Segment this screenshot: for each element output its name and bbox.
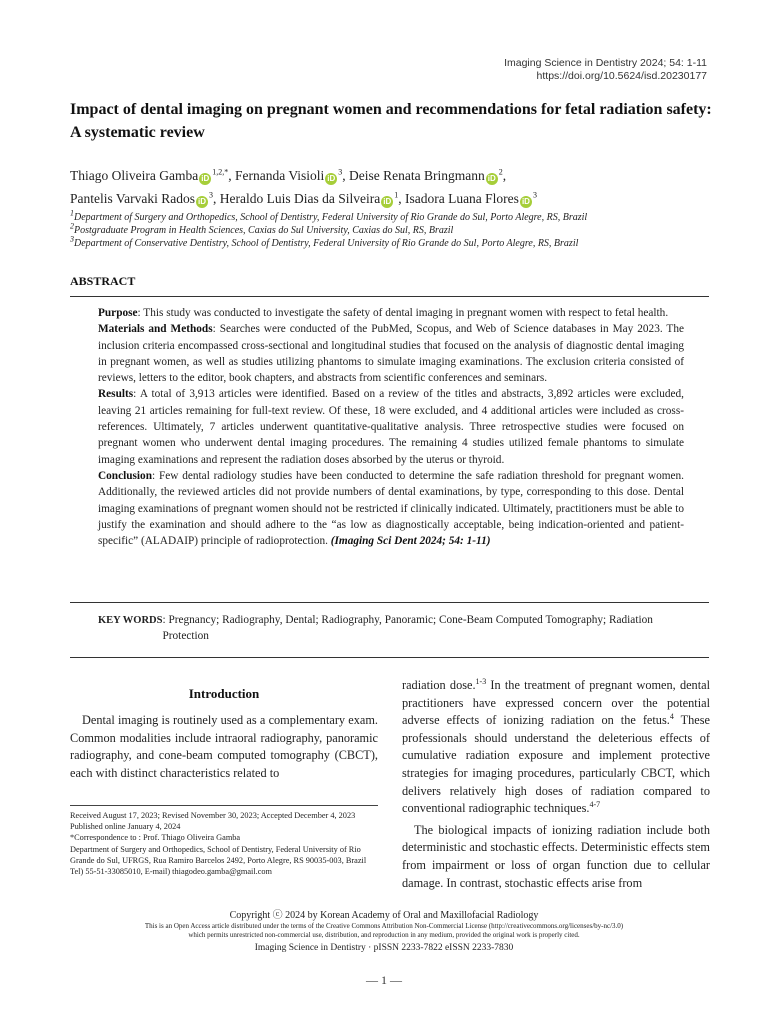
page-number: — 1 — [366,973,402,987]
intro-paragraph-2: radiation dose.$^{1-3}$ In the treatment of pregnant women, dental practitioners have expressed concern over the potential adverse effects of ionizing radiation on the fetus.$^4$ These professionals should understand the deleterious effects of cumulative radiation exposure and implement protective strategies for imaging procedures, particularly CBCT, which delivers relatively high doses of radiation compared to conventional radiographic techniques.$^{4-7}$ [402,676,710,816]
orcid-icon[interactable]: iD [201,174,210,183]
keywords-rule [70,657,709,658]
abstract-conclusion: Conclusion: Few dental radiology studies have been conducted to determine the safe radiation threshold for pregnant women. Additionally, the reviewed articles did not provide numbers of dental examinations, by type, corresponding to this dose. Dental imaging examinations of pregnant women should not be restricted if clinically indicated. Ultimately, practitioners must be able to justify the examination and should adhere to the “as low as diagnostically acceptable, being indication-oriented and patient-specific” (ALADAIP) principle of radioprotection. (Imaging Sci Dent 2024; 54: 1-11) [98,469,684,548]
orcid-icon[interactable]: iD [521,197,530,206]
published-date: Published online January 4, 2024 [70,822,181,832]
keywords-text: : Pregnancy; Radiography, Dental; Radiography, Panoramic; Cone-Beam Computed Tomography; Radiation Protection [162,614,653,642]
affiliation: $^1$Department of Surgery and Orthopedics, School of Dentistry, Federal University of Rio Grande do Sul, Porto Alegre, RS, Brazil [70,208,588,223]
intro-paragraph-1: Dental imaging is routinely used as a complementary exam. Common modalities include intraoral radiography, panoramic radiography, and cone-beam computed tomography (CBCT), each with distinct characteristics related to [70,713,378,780]
license-line-1: This is an Open Access article distributed under the terms of the Creative Commons Attribution Non-Commercial License (http://creativecommons.org/licenses/by-nc/3.0) [144,922,624,930]
author[interactable]: Isadora Luana Flores $iD^3$ [404,190,537,206]
intro-paragraph-3: The biological impacts of ionizing radiation include both deterministic and stochastic effects. Deterministic effects stem from impairment or loss of organ function due to cellular damage. In contrast, stochastic effects arise from [402,822,710,890]
abstract-methods: Materials and Methods: Searches were conducted of the PubMed, Scopus, and Web of Science databases in May 2023. The inclusion criteria encompassed cross-sectional and longitudinal studies that focused on the analysis of diagnostic dental imaging in pregnant women, as well as studies utilizing phantoms to simulate imaging examinations. The exclusion criteria consisted of reviews, letters to the editor, book chapters, and abstracts from scientific conferences and seminars. [98,323,684,385]
abstract-top-rule [70,296,709,297]
author[interactable]: Pantelis Varvaki Rados $iD^3$ [70,190,213,206]
correspondence-address: Department of Surgery and Orthopedics, School of Dentistry, Federal University of Rio Grande do Sul, UFRGS, Rua Ramiro Barcelos 2492, Porto Alegre, RS 90035-003, Brazil [70,844,367,865]
abstract-body [98,305,684,549]
abstract-heading: ABSTRACT [70,274,136,288]
author[interactable]: Heraldo Luis Dias da Silveira $iD^1$ [219,190,399,206]
correspondence: *Correspondence to : Prof. Thiago Oliveira Gamba [70,833,241,843]
journal-header [504,57,707,83]
journal-doi[interactable]: https://doi.org/10.5624/isd.20230177 [536,70,707,82]
keywords-label: KEY WORDS [98,615,163,626]
left-column [70,686,378,782]
abstract-citation: (Imaging Sci Dent 2024; 54: 1-11) [330,535,491,548]
author[interactable]: Fernanda Visioli $iD^3$ [234,167,343,183]
orcid-icon[interactable]: iD [198,197,206,206]
affiliation: $^3$Department of Conservative Dentistry, School of Dentistry, Federal University of Rio Grande do Sul, Porto Alegre, RS, Brazil [70,234,579,249]
orcid-icon[interactable]: iD [487,174,496,183]
keywords [98,612,698,644]
right-column [402,677,710,892]
abstract-results: Results: A total of 3,913 articles were identified. Based on a review of the titles and abstracts, 3,892 articles were excluded, leaving 21 articles remaining for full-text review. Of these, 18 were excluded, and 4 additional articles were included as cross-references. Ultimately, 7 articles underwent quantitative-qualitative analysis. Three retrospective studies were focused on pregnant women who underwent dental imaging procedures. The remaining 4 studies utilized female phantoms to simulate imaging examinations and represent the radiation doses absorbed by the uterus or thyroid. [98,388,684,466]
orcid-icon[interactable]: iD [327,174,336,183]
affiliations [70,208,720,250]
affiliation: $^2$Postgraduate Program in Health Sciences, Caxias do Sul University, Caxias do Sul, RS, Brazil [70,221,454,236]
correspondence-contact: Tel) 55-51-33085010, E-mail) thiagodeo.gamba@gmail.com [70,867,272,877]
abstract-bottom-rule [70,602,709,603]
article-footnote [70,805,378,877]
introduction-heading: Introduction [188,686,260,701]
page-footer [0,910,768,954]
author-list: Thiago Oliveira Gamba $iD^{1,2,*}$, Fernanda Visioli $iD^3$, Deise Renata Bringmann $iD^2$, Pantelis Varvaki Rados $iD^3$, Heraldo Luis Dias da Silveira $iD^1$, Isadora Luana Flores $iD^3$ [70,167,537,206]
copyright: Copyright ⓒ 2024 by Korean Academy of Oral and Maxillofacial Radiology [229,910,539,921]
article-title: Impact of dental imaging on pregnant women and recommendations for fetal radiation safety: A systematic review [70,101,712,141]
received-dates: Received August 17, 2023; Revised November 30, 2023; Accepted December 4, 2023 [70,811,356,820]
author[interactable]: Deise Renata Bringmann $iD^2$ [349,167,503,183]
license-line-2: which permits unrestricted non-commercial use, distribution, and reproduction in any medium, provided the original work is properly cited. [188,931,580,939]
author[interactable]: Thiago Oliveira Gamba $iD^{1,2,*}$ [70,167,229,183]
abstract-purpose: Purpose: This study was conducted to investigate the safety of dental imaging in pregnant women with respect to fetal health. [98,307,669,319]
issn: Imaging Science in Dentistry · pISSN 2233-7822 eISSN 2233-7830 [254,943,514,953]
orcid-icon[interactable]: iD [383,197,392,206]
journal-citation: Imaging Science in Dentistry 2024; 54: 1-11 [504,57,707,69]
